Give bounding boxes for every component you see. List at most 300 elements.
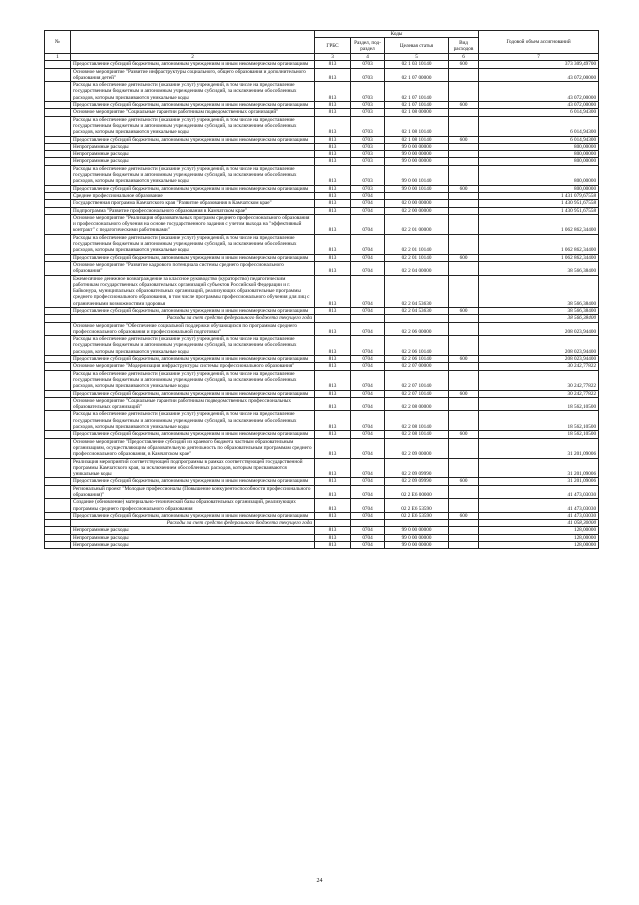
row-vr-cell: 600 <box>449 61 479 68</box>
row-vr-cell <box>449 68 479 82</box>
row-number-cell <box>45 102 71 109</box>
row-amount-cell: 30 242,77822 <box>479 363 599 370</box>
row-vr-cell <box>449 261 479 275</box>
row-vr-cell <box>449 363 479 370</box>
table-row <box>45 431 599 438</box>
header-num: № <box>45 31 71 54</box>
row-vr-cell <box>449 370 479 390</box>
row-amount-cell: 38 566,38400 <box>479 315 599 322</box>
row-grbs-cell: 813 <box>315 370 351 390</box>
row-csr-cell: 02 2 08 00000 <box>385 397 449 411</box>
row-razdel-cell: 0704 <box>351 397 385 411</box>
row-csr-cell: 02 2 08 10140 <box>385 431 449 438</box>
row-vr-cell <box>449 411 479 431</box>
row-name-cell: Непрограммные расходы <box>71 534 315 541</box>
row-number-cell <box>45 485 71 499</box>
header-name <box>71 31 315 54</box>
row-grbs-cell: 813 <box>315 82 351 102</box>
row-razdel-cell: 0704 <box>351 499 385 513</box>
row-vr-cell <box>449 165 479 185</box>
row-name-cell: Предоставление субсидий бюджетным, автономным учреждениям и иным некоммерческим организациям <box>71 61 315 68</box>
row-razdel-cell: 0704 <box>351 307 385 314</box>
row-razdel-cell: 0704 <box>351 438 385 458</box>
table-row <box>45 411 599 431</box>
row-razdel-cell: 0704 <box>351 322 385 336</box>
row-number-cell <box>45 234 71 254</box>
row-grbs-cell: 813 <box>315 116 351 136</box>
row-number-cell <box>45 542 71 549</box>
row-name-cell: Расходы на обеспечение деятельности (оказание услуг) учреждений, в том числе на предоставление государственным бюджетным и автономным учреждениям субсидий, за исключением обособленных расходов, которым присваиваются уникальные коды <box>71 234 315 254</box>
row-name-cell: Основное мероприятие "Развитие кадрового потенциала системы среднего профессионального образования" <box>71 261 315 275</box>
header-index-cell: 6 <box>449 54 479 61</box>
row-razdel-cell: 0704 <box>351 214 385 234</box>
header-vr: Вид расходов <box>449 38 479 54</box>
row-razdel-cell: 0704 <box>351 478 385 485</box>
header-row-top <box>45 31 599 38</box>
table-row <box>45 275 599 307</box>
table-row <box>45 322 599 336</box>
row-name-cell: Ежемесячное денежное вознаграждение за классное руководство (кураторство) педагогическим работникам государственных образовательных организаций субъектов Российской Федерации и г. Байконура, муниципальных образовательных организаций, реализующих образовательные программы среднего профессионального образования, в том числе программы профессионального обучения для лиц с ограниченными возможностями здоровья <box>71 275 315 307</box>
table-row <box>45 136 599 143</box>
row-vr-cell <box>449 116 479 136</box>
row-grbs-cell: 813 <box>315 143 351 150</box>
row-razdel-cell: 0703 <box>351 82 385 102</box>
row-grbs-cell: 813 <box>315 136 351 143</box>
row-number-cell <box>45 356 71 363</box>
row-amount-cell: 800,00000 <box>479 185 599 192</box>
table-row <box>45 165 599 185</box>
row-name-cell: Основное мероприятие "Социальные гарантии работникам подведомственных профессиональных образовательных организаций" <box>71 397 315 411</box>
row-number-cell <box>45 307 71 314</box>
row-name-cell: Основное мероприятие "Социальные гарантии работникам подведомственных организаций" <box>71 109 315 116</box>
row-vr-cell <box>449 542 479 549</box>
row-name-cell: Основное мероприятие "Обеспечение социальной поддержки обучающихся по программам среднего профессионального образования и профессиональной подготовки" <box>71 322 315 336</box>
row-amount-cell: 128,00000 <box>479 527 599 534</box>
row-number-cell <box>45 527 71 534</box>
row-name-cell: Предоставление субсидий бюджетным, автономным учреждениям и иным некоммерческим организациям <box>71 185 315 192</box>
row-csr-cell: 99 0 00 00000 <box>385 534 449 541</box>
row-grbs-cell: 813 <box>315 458 351 478</box>
row-name-cell: Предоставление субсидий бюджетным, автономным учреждениям и иным некоммерческим организациям <box>71 478 315 485</box>
row-csr-cell: 02 1 08 10140 <box>385 116 449 136</box>
row-grbs-cell: 813 <box>315 534 351 541</box>
row-razdel-cell: 0704 <box>351 200 385 207</box>
row-name-cell: Расходы на обеспечение деятельности (оказание услуг) учреждений, в том числе на предоставление государственным бюджетным и автономным учреждениям субсидий, за исключением обособленных расходов, которым присваиваются уникальные коды <box>71 116 315 136</box>
row-csr-cell <box>385 192 449 199</box>
table-row <box>45 158 599 165</box>
row-grbs-cell: 813 <box>315 261 351 275</box>
row-csr-cell: 02 2 08 10140 <box>385 411 449 431</box>
row-name-cell: Предоставление субсидий бюджетным, автономным учреждениям и иным некоммерческим организациям <box>71 102 315 109</box>
row-grbs-cell: 813 <box>315 158 351 165</box>
row-name-cell: Основное мероприятие "Модернизация инфраструктуры системы профессионального образования" <box>71 363 315 370</box>
row-csr-cell <box>385 520 449 527</box>
row-vr-cell <box>449 151 479 158</box>
table-row <box>45 200 599 207</box>
row-amount-cell: 208 023,94400 <box>479 322 599 336</box>
table-row <box>45 336 599 356</box>
row-vr-cell <box>449 315 479 322</box>
row-razdel-cell: 0704 <box>351 485 385 499</box>
row-grbs-cell: 813 <box>315 61 351 68</box>
row-razdel-cell: 0704 <box>351 458 385 478</box>
row-razdel-cell: 0704 <box>351 275 385 307</box>
row-vr-cell <box>449 499 479 513</box>
table-row <box>45 109 599 116</box>
row-name-cell: Непрограммные расходы <box>71 143 315 150</box>
row-vr-cell: 600 <box>449 185 479 192</box>
row-number-cell <box>45 109 71 116</box>
row-amount-cell: 18 562,10500 <box>479 431 599 438</box>
row-name-cell: Непрограммные расходы <box>71 158 315 165</box>
row-name-cell: Расходы на обеспечение деятельности (оказание услуг) учреждений, в том числе на предоставление государственным бюджетным и автономным учреждениям субсидий, за исключением обособленных расходов, которым присваиваются уникальные коды <box>71 82 315 102</box>
row-grbs-cell: 813 <box>315 192 351 199</box>
row-grbs-cell: 813 <box>315 165 351 185</box>
row-number-cell <box>45 397 71 411</box>
table-row <box>45 315 599 322</box>
row-csr-cell: 02 2 E6 53590 <box>385 499 449 513</box>
row-vr-cell <box>449 322 479 336</box>
row-razdel-cell: 0704 <box>351 411 385 431</box>
table-row <box>45 512 599 519</box>
header-csr: Целевая статья <box>385 38 449 54</box>
row-vr-cell: 600 <box>449 307 479 314</box>
row-csr-cell: 02 2 09 09990 <box>385 458 449 478</box>
row-number-cell <box>45 275 71 307</box>
row-name-cell: Непрограммные расходы <box>71 527 315 534</box>
row-csr-cell: 02 2 E6 53590 <box>385 512 449 519</box>
row-number-cell <box>45 143 71 150</box>
row-number-cell <box>45 336 71 356</box>
row-razdel-cell: 0703 <box>351 158 385 165</box>
row-name-cell: Предоставление субсидий бюджетным, автономным учреждениям и иным некоммерческим организациям <box>71 512 315 519</box>
row-vr-cell <box>449 275 479 307</box>
row-number-cell <box>45 431 71 438</box>
row-csr-cell: 02 1 07 00000 <box>385 68 449 82</box>
row-number-cell <box>45 458 71 478</box>
row-vr-cell <box>449 158 479 165</box>
row-csr-cell: 02 2 04 00000 <box>385 261 449 275</box>
row-name-cell: Реализация мероприятий соответствующей подпрограммы в рамках соответствующей государственной программы Камчатского края, за исключением обособленных расходов, которым присваиваются уникальные коды <box>71 458 315 478</box>
row-razdel-cell: 0704 <box>351 192 385 199</box>
table-row <box>45 82 599 102</box>
row-number-cell <box>45 185 71 192</box>
row-name-cell: Создание (обновление) материально-технической базы образовательных организаций, реализующих программы среднего профессионального образования <box>71 499 315 513</box>
page-number: 24 <box>316 878 323 884</box>
header-index-cell: 4 <box>351 54 385 61</box>
row-razdel-cell: 0704 <box>351 261 385 275</box>
row-grbs-cell <box>315 315 351 322</box>
table-row <box>45 151 599 158</box>
row-amount-cell: 208 023,94400 <box>479 336 599 356</box>
table-row <box>45 214 599 234</box>
row-amount-cell: 31 201,09006 <box>479 458 599 478</box>
table-row <box>45 356 599 363</box>
row-grbs-cell: 813 <box>315 363 351 370</box>
row-grbs-cell: 813 <box>315 307 351 314</box>
row-vr-cell: 600 <box>449 102 479 109</box>
header-amount: Годовой объем ассигнований <box>479 31 599 54</box>
row-amount-cell: 38 566,38400 <box>479 307 599 314</box>
row-grbs-cell: 813 <box>315 102 351 109</box>
row-number-cell <box>45 116 71 136</box>
row-grbs-cell <box>315 520 351 527</box>
row-grbs-cell: 813 <box>315 390 351 397</box>
row-name-cell: Расходы за счет средств федерального бюджета текущего года <box>71 520 315 527</box>
row-vr-cell <box>449 234 479 254</box>
row-number-cell <box>45 214 71 234</box>
row-csr-cell: 02 2 06 00000 <box>385 322 449 336</box>
row-csr-cell: 99 0 00 00000 <box>385 527 449 534</box>
row-csr-cell: 99 0 00 00000 <box>385 143 449 150</box>
table-row <box>45 192 599 199</box>
row-vr-cell <box>449 192 479 199</box>
row-vr-cell: 600 <box>449 356 479 363</box>
row-amount-cell: 6 014,94300 <box>479 116 599 136</box>
table-row <box>45 390 599 397</box>
row-name-cell: Предоставление субсидий бюджетным, автономным учреждениям и иным некоммерческим организациям <box>71 136 315 143</box>
row-grbs-cell: 813 <box>315 109 351 116</box>
row-amount-cell: 1 430 951,67558 <box>479 200 599 207</box>
row-vr-cell: 600 <box>449 512 479 519</box>
row-razdel-cell: 0703 <box>351 116 385 136</box>
row-razdel-cell: 0703 <box>351 185 385 192</box>
table-row <box>45 534 599 541</box>
row-amount-cell: 800,00000 <box>479 165 599 185</box>
table-row <box>45 102 599 109</box>
header-index-cell: 1 <box>45 54 71 61</box>
row-amount-cell: 38 566,38400 <box>479 275 599 307</box>
row-csr-cell: 02 1 08 00000 <box>385 109 449 116</box>
row-amount-cell: 1 062 862,34400 <box>479 254 599 261</box>
row-amount-cell: 31 201,09006 <box>479 438 599 458</box>
table-row <box>45 478 599 485</box>
row-grbs-cell: 813 <box>315 185 351 192</box>
table-row <box>45 397 599 411</box>
row-vr-cell <box>449 458 479 478</box>
row-amount-cell: 6 014,94300 <box>479 136 599 143</box>
header-codes: Коды <box>315 31 479 38</box>
row-grbs-cell: 813 <box>315 478 351 485</box>
row-number-cell <box>45 438 71 458</box>
row-name-cell: Предоставление субсидий бюджетным, автономным учреждениям и иным некоммерческим организациям <box>71 431 315 438</box>
row-razdel-cell: 0704 <box>351 336 385 356</box>
row-razdel-cell: 0704 <box>351 207 385 214</box>
row-amount-cell: 208 023,94400 <box>479 356 599 363</box>
row-csr-cell: 02 2 07 10140 <box>385 370 449 390</box>
row-name-cell: Региональный проект "Молодые профессионалы (Повышение конкурентоспособности профессионального образования)" <box>71 485 315 499</box>
table-row <box>45 370 599 390</box>
table-row <box>45 438 599 458</box>
row-amount-cell: 18 562,10500 <box>479 397 599 411</box>
row-number-cell <box>45 192 71 199</box>
row-number-cell <box>45 165 71 185</box>
row-vr-cell: 600 <box>449 431 479 438</box>
row-number-cell <box>45 478 71 485</box>
row-name-cell: Расходы на обеспечение деятельности (оказание услуг) учреждений, в том числе на предоставление государственным бюджетным и автономным учреждениям субсидий, за исключением обособленных расходов, которым присваиваются уникальные коды <box>71 336 315 356</box>
row-razdel-cell: 0704 <box>351 512 385 519</box>
table-row <box>45 254 599 261</box>
row-amount-cell: 30 242,77822 <box>479 370 599 390</box>
row-csr-cell: 02 1 07 10140 <box>385 82 449 102</box>
row-number-cell <box>45 315 71 322</box>
row-razdel-cell <box>351 315 385 322</box>
row-grbs-cell: 813 <box>315 234 351 254</box>
row-vr-cell: 600 <box>449 390 479 397</box>
row-number-cell <box>45 370 71 390</box>
row-vr-cell: 600 <box>449 478 479 485</box>
row-csr-cell: 02 2 00 00000 <box>385 207 449 214</box>
row-grbs-cell: 813 <box>315 512 351 519</box>
row-number-cell <box>45 136 71 143</box>
row-name-cell: Государственная программа Камчатского края "Развитие образования в Камчатском крае" <box>71 200 315 207</box>
table-row <box>45 458 599 478</box>
row-grbs-cell: 813 <box>315 356 351 363</box>
row-grbs-cell: 813 <box>315 499 351 513</box>
row-grbs-cell: 813 <box>315 200 351 207</box>
row-razdel-cell: 0704 <box>351 390 385 397</box>
table-row <box>45 207 599 214</box>
row-vr-cell: 600 <box>449 136 479 143</box>
row-razdel-cell: 0703 <box>351 165 385 185</box>
table-row <box>45 485 599 499</box>
row-csr-cell: 02 2 09 00000 <box>385 438 449 458</box>
row-razdel-cell: 0703 <box>351 136 385 143</box>
row-grbs-cell: 813 <box>315 397 351 411</box>
row-name-cell: Среднее профессиональное образование <box>71 192 315 199</box>
row-csr-cell: 02 2 06 10140 <box>385 356 449 363</box>
row-csr-cell: 99 0 00 10140 <box>385 165 449 185</box>
header-grbs: ГРБС <box>315 38 351 54</box>
row-razdel-cell: 0704 <box>351 370 385 390</box>
row-number-cell <box>45 68 71 82</box>
row-name-cell: Расходы на обеспечение деятельности (оказание услуг) учреждений, в том числе на предоставление государственным бюджетным и автономным учреждениям субсидий, за исключением обособленных расходов, которым присваиваются уникальные коды <box>71 165 315 185</box>
row-grbs-cell: 813 <box>315 151 351 158</box>
table-row <box>45 520 599 527</box>
table-row <box>45 61 599 68</box>
row-razdel-cell: 0704 <box>351 363 385 370</box>
row-name-cell: Основное мероприятие "Развитие инфраструктуры социального, общего образования и дополнительного образования детей" <box>71 68 315 82</box>
row-amount-cell: 41 473,03030 <box>479 485 599 499</box>
row-amount-cell: 1 062 862,34400 <box>479 214 599 234</box>
row-grbs-cell: 813 <box>315 411 351 431</box>
row-grbs-cell: 813 <box>315 336 351 356</box>
row-csr-cell: 99 0 00 10140 <box>385 185 449 192</box>
row-grbs-cell: 813 <box>315 214 351 234</box>
row-amount-cell: 43 072,00000 <box>479 82 599 102</box>
row-vr-cell <box>449 534 479 541</box>
row-number-cell <box>45 520 71 527</box>
row-razdel-cell: 0704 <box>351 254 385 261</box>
row-razdel-cell: 0703 <box>351 151 385 158</box>
row-grbs-cell: 813 <box>315 542 351 549</box>
row-grbs-cell: 813 <box>315 485 351 499</box>
row-vr-cell: 600 <box>449 254 479 261</box>
row-amount-cell: 41 473,03030 <box>479 499 599 513</box>
row-razdel-cell <box>351 520 385 527</box>
table-row <box>45 527 599 534</box>
row-razdel-cell: 0704 <box>351 527 385 534</box>
row-csr-cell: 02 2 07 10140 <box>385 390 449 397</box>
row-grbs-cell: 813 <box>315 438 351 458</box>
row-csr-cell: 02 2 01 10140 <box>385 234 449 254</box>
row-amount-cell: 800,00000 <box>479 158 599 165</box>
row-razdel-cell: 0703 <box>351 102 385 109</box>
row-grbs-cell: 813 <box>315 254 351 261</box>
row-csr-cell: 02 2 06 10140 <box>385 336 449 356</box>
table-row <box>45 307 599 314</box>
row-vr-cell <box>449 207 479 214</box>
row-razdel-cell: 0703 <box>351 143 385 150</box>
row-amount-cell: 43 072,00000 <box>479 102 599 109</box>
row-grbs-cell: 813 <box>315 527 351 534</box>
row-number-cell <box>45 512 71 519</box>
row-name-cell: Предоставление субсидий бюджетным, автономным учреждениям и иным некоммерческим организациям <box>71 254 315 261</box>
row-name-cell: Основное мероприятие "Предоставление субсидий из краевого бюджета частным образовательным организациям, осуществляющим образовательную деятельность по образовательным программам среднего профессионального образования, в Камчатском крае" <box>71 438 315 458</box>
row-number-cell <box>45 200 71 207</box>
row-number-cell <box>45 158 71 165</box>
row-razdel-cell: 0704 <box>351 234 385 254</box>
header-razdel: Раздел, под-раздел <box>351 38 385 54</box>
row-vr-cell <box>449 109 479 116</box>
row-vr-cell <box>449 82 479 102</box>
row-number-cell <box>45 411 71 431</box>
row-vr-cell <box>449 520 479 527</box>
row-name-cell: Расходы на обеспечение деятельности (оказание услуг) учреждений, в том числе на предоставление государственным бюджетным и автономным учреждениям субсидий, за исключением обособленных расходов, которым присваиваются уникальные коды <box>71 411 315 431</box>
row-name-cell: Расходы за счет средств федерального бюджета текущего года <box>71 315 315 322</box>
row-csr-cell <box>385 315 449 322</box>
row-amount-cell: 41 058,30000 <box>479 520 599 527</box>
row-razdel-cell: 0704 <box>351 534 385 541</box>
row-name-cell: Расходы на обеспечение деятельности (оказание услуг) учреждений, в том числе на предоставление государственным бюджетным и автономным учреждениям субсидий, за исключением обособленных расходов, которым присваиваются уникальные коды <box>71 370 315 390</box>
row-csr-cell: 02 2 09 09990 <box>385 478 449 485</box>
row-amount-cell: 31 201,09006 <box>479 478 599 485</box>
row-name-cell: Непрограммные расходы <box>71 151 315 158</box>
row-razdel-cell: 0703 <box>351 109 385 116</box>
row-number-cell <box>45 261 71 275</box>
row-csr-cell: 02 2 E6 00000 <box>385 485 449 499</box>
row-number-cell <box>45 254 71 261</box>
header-index-cell: 2 <box>71 54 315 61</box>
table-row <box>45 68 599 82</box>
row-number-cell <box>45 61 71 68</box>
table-body <box>45 61 599 549</box>
row-razdel-cell: 0704 <box>351 356 385 363</box>
row-amount-cell: 128,00000 <box>479 534 599 541</box>
row-vr-cell <box>449 438 479 458</box>
row-csr-cell: 02 2 01 00000 <box>385 214 449 234</box>
row-csr-cell: 02 1 08 10140 <box>385 136 449 143</box>
row-csr-cell: 02 1 07 10140 <box>385 102 449 109</box>
row-vr-cell <box>449 336 479 356</box>
row-number-cell <box>45 82 71 102</box>
row-csr-cell: 02 2 07 00000 <box>385 363 449 370</box>
budget-table <box>44 30 599 549</box>
row-amount-cell: 18 562,10500 <box>479 411 599 431</box>
row-vr-cell <box>449 485 479 499</box>
row-amount-cell: 38 566,38400 <box>479 261 599 275</box>
row-name-cell: Подпрограмма "Развитие профессионального образования в Камчатском крае" <box>71 207 315 214</box>
document-page <box>44 30 598 549</box>
table-row <box>45 234 599 254</box>
header-index-cell: 5 <box>385 54 449 61</box>
row-number-cell <box>45 207 71 214</box>
row-vr-cell <box>449 200 479 207</box>
row-csr-cell: 02 0 00 00000 <box>385 200 449 207</box>
row-razdel-cell: 0704 <box>351 542 385 549</box>
row-amount-cell: 800,00000 <box>479 151 599 158</box>
row-vr-cell <box>449 143 479 150</box>
